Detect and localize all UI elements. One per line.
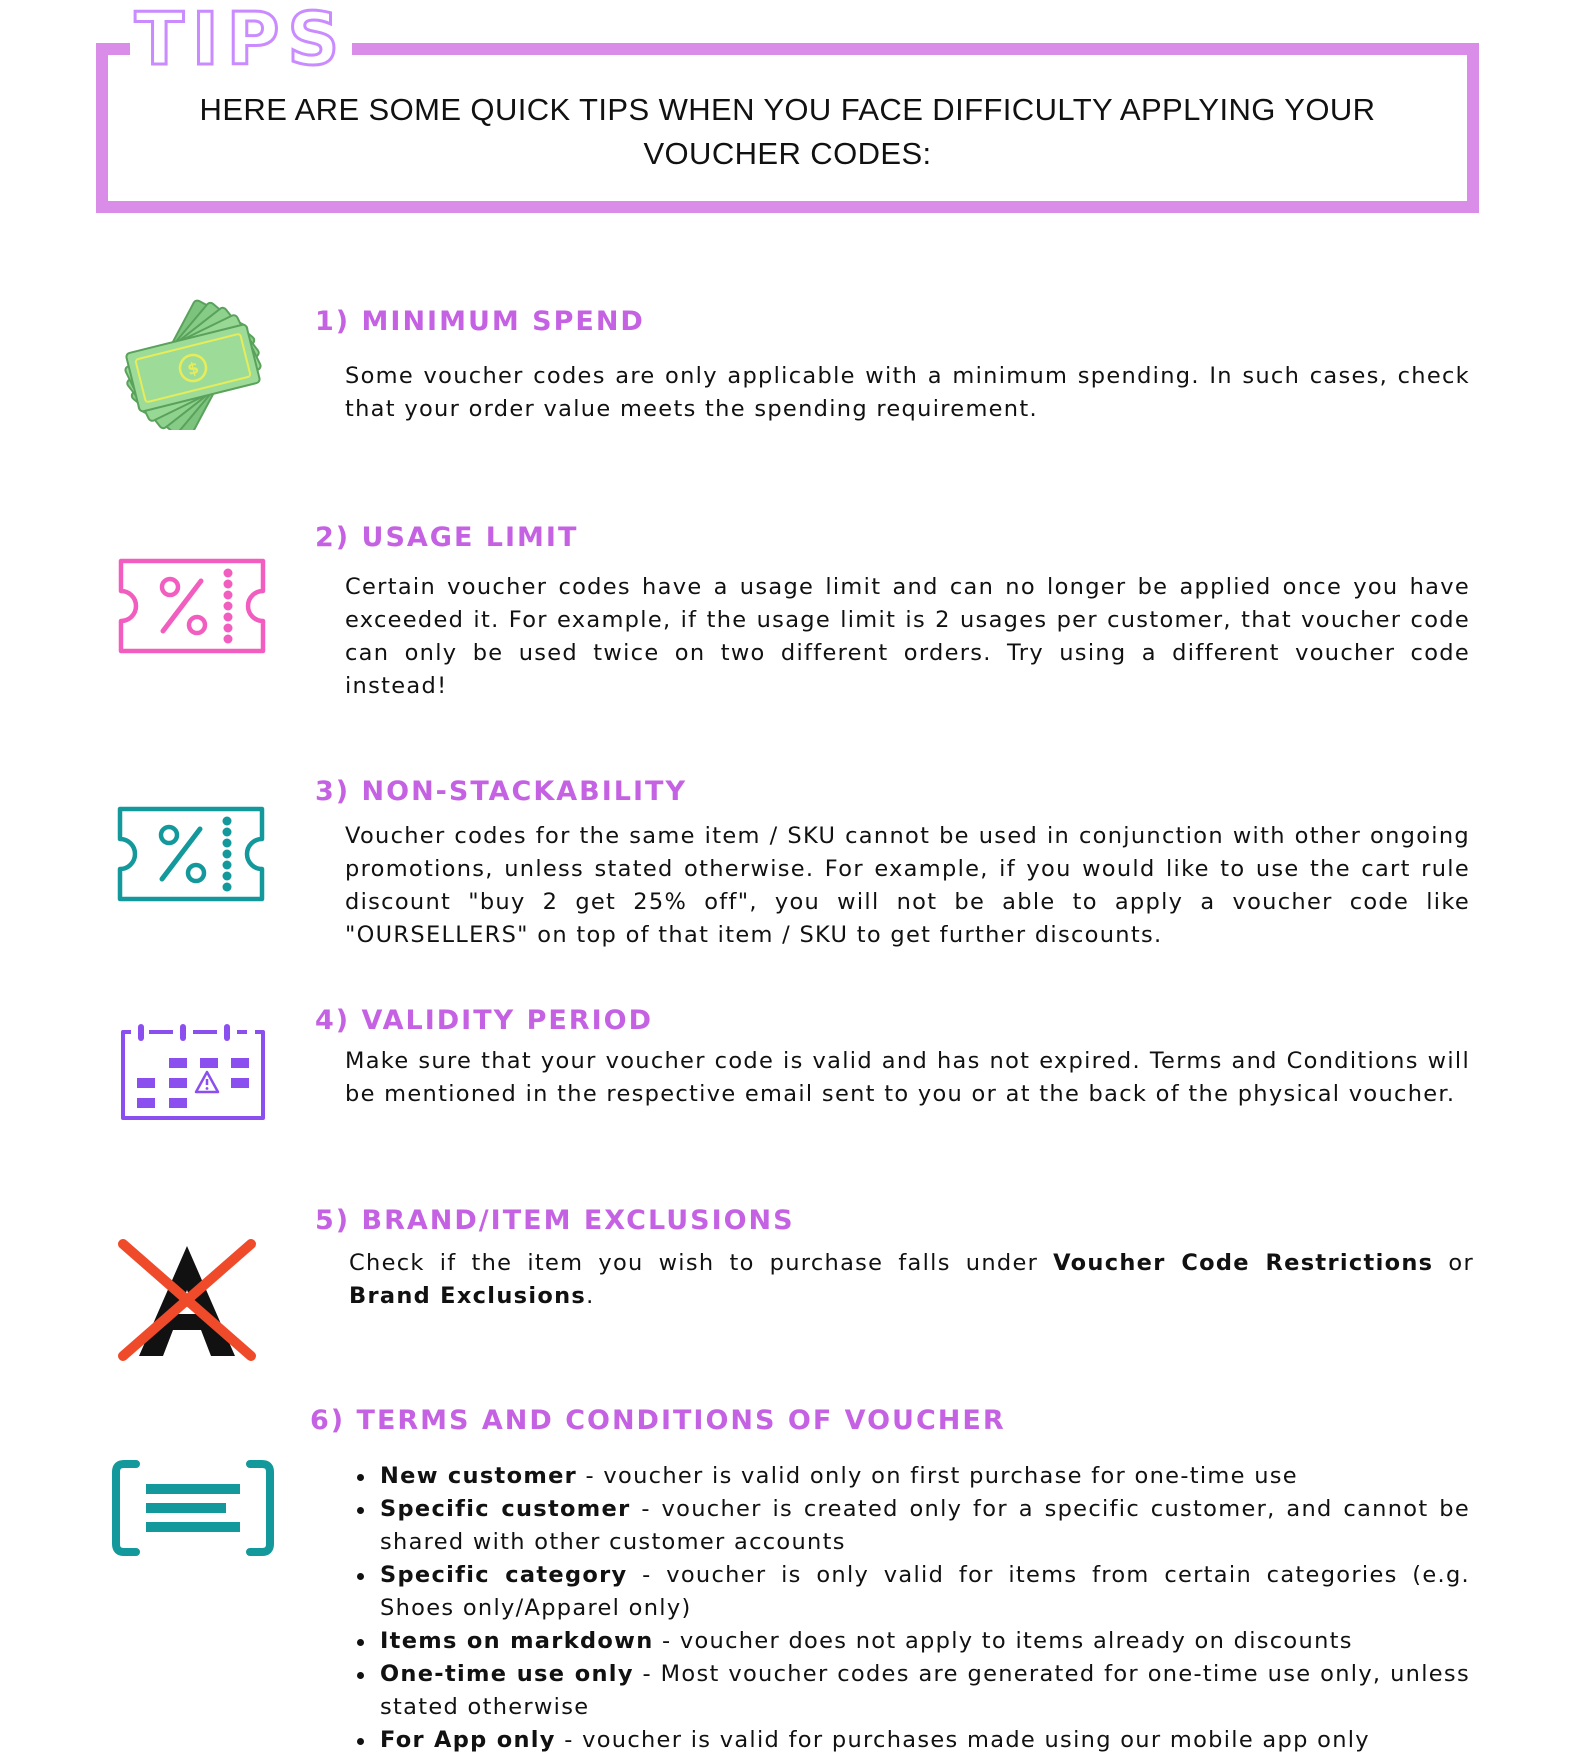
teal-discount-ticket-icon — [116, 805, 266, 903]
header-intro-line1: HERE ARE SOME QUICK TIPS WHEN YOU FACE DIFFICULTY APPLYING YOUR — [199, 92, 1376, 127]
list-item: Specific category - voucher is only valid for items from certain categories (e.g. Shoes only/Apparel only) — [345, 1559, 1470, 1625]
list-item: One-time use only - Most voucher codes are generated for one-time use only, unless stated otherwise — [345, 1658, 1470, 1724]
section-title-non-stackability: 3) NON-STACKABILITY — [315, 776, 688, 807]
terms-list — [345, 1460, 1470, 1757]
header-intro-line2: VOUCHER CODES: — [643, 136, 932, 171]
section-title-validity-period: 4) VALIDITY PERIOD — [315, 1005, 653, 1036]
calendar-warning-icon — [117, 1022, 267, 1122]
section-title-minimum-spend: 1) MINIMUM SPEND — [315, 306, 645, 337]
section-body-non-stackability: Voucher codes for the same item / SKU cannot be used in conjunction with other ongoing promotions, unless stated otherwise. For example, if you would like to use the cart rule discount "buy 2 get 25% off", you will not be able to apply a voucher code like "OURSELLERS" on top of that item / SKU to get further discounts. — [345, 823, 1470, 948]
section-body-minimum-spend: Some voucher codes are only applicable with a minimum spending. In such cases, check that your order value meets the spending requirement. — [345, 363, 1470, 422]
section-title-terms-and-conditions: 6) TERMS AND CONDITIONS OF VOUCHER — [310, 1405, 1006, 1436]
pink-discount-ticket-icon — [117, 557, 267, 655]
section-body-validity-period: Make sure that your voucher code is valid and has not expired. Terms and Conditions will be mentioned in the respective email sent to you or at the back of the physical voucher. — [345, 1048, 1470, 1107]
header-intro — [96, 88, 1479, 176]
tips-neon-title — [130, 0, 352, 80]
cash-stack-icon — [122, 288, 264, 430]
tips-badge-text: TIPS — [134, 0, 348, 81]
list-item: Specific customer - voucher is created only for a specific customer, and cannot be shared with other customer accounts — [345, 1493, 1470, 1559]
section-body-brand-item-exclusions: Check if the item you wish to purchase falls under Voucher Code Restrictions or Brand Exclusions. — [349, 1250, 1474, 1309]
svg-text:$: $ — [185, 357, 201, 380]
tips-badge — [130, 0, 352, 80]
list-item: New customer - voucher is valid only on first purchase for one-time use — [345, 1460, 1470, 1493]
terms-document-icon — [112, 1458, 274, 1558]
brand-excluded-icon — [117, 1238, 257, 1363]
section-body-usage-limit: Certain voucher codes have a usage limit and can no longer be applied once you have exceeded it. For example, if the usage limit is 2 usages per customer, that voucher code can only be used twice on two different orders. Try using a different voucher code instead! — [345, 574, 1470, 699]
list-item: For App only - voucher is valid for purchases made using our mobile app only — [345, 1724, 1470, 1757]
section-title-usage-limit: 2) USAGE LIMIT — [315, 522, 579, 553]
section-title-brand-item-exclusions: 5) BRAND/ITEM EXCLUSIONS — [315, 1205, 795, 1236]
list-item: Items on markdown - voucher does not apply to items already on discounts — [345, 1625, 1470, 1658]
voucher-code-restrictions-text: Voucher Code Restrictions — [1053, 1250, 1434, 1276]
brand-exclusions-text: Brand Exclusions — [349, 1283, 587, 1309]
